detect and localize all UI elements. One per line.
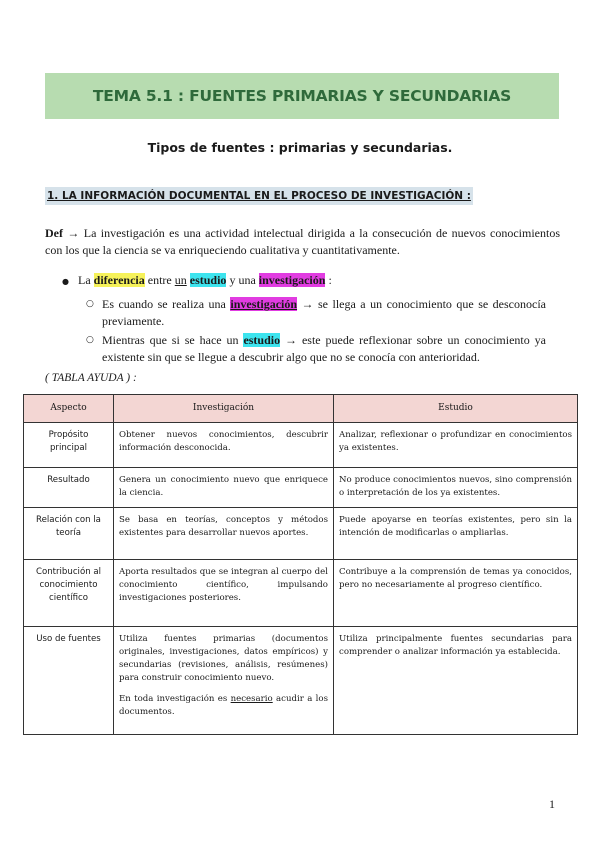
page-title: TEMA 5.1 : FUENTES PRIMARIAS Y SECUNDARIAS [92, 87, 512, 105]
circle-bullet-icon: ○ [86, 299, 94, 309]
table-row [24, 560, 578, 627]
circle-bullet-icon: ○ [86, 335, 94, 345]
highlight-estudio-2: estudio [243, 333, 281, 347]
subtitle: Tipos de fuentes : primarias y secundarias. [147, 140, 453, 155]
header-estudio: Estudio [334, 395, 578, 423]
investigacion-note [119, 693, 328, 719]
bullet-difference [62, 273, 332, 288]
bullet-dot-icon: ● [62, 277, 69, 286]
sub-bullet-text [102, 332, 546, 366]
sub2-post: → este puede reflexionar sobre un conocimiento ya existente sin que se llegue a descubrir algo que no se conocía con anterioridad. [102, 333, 546, 364]
table-row [24, 423, 578, 468]
table-row [24, 468, 578, 508]
title-banner [45, 73, 559, 119]
highlight-investigacion-2: investigación [230, 297, 298, 311]
sub-bullet-text [102, 296, 546, 330]
aspect-cell: Resultado [24, 468, 114, 508]
bullet-text-mid1: entre [144, 273, 175, 287]
header-investigacion: Investigación [114, 395, 334, 423]
sub2-pre: Mientras que si se hace un [102, 333, 244, 347]
page-number: 1 [549, 797, 555, 811]
table-row [24, 627, 578, 735]
highlight-diferencia: diferencia [93, 273, 145, 287]
aspect-cell: Propósito principal [24, 423, 114, 468]
underline-necesario: necesario [230, 694, 273, 704]
definition-paragraph [45, 225, 560, 259]
estudio-cell: Analizar, reflexionar o profundizar en conocimientos ya existentes. [334, 423, 578, 468]
sub-bullet-investigacion [86, 296, 546, 330]
section-heading: 1. LA INFORMACIÓN DOCUMENTAL EN EL PROCESO DE INVESTIGACIÓN : [45, 187, 473, 205]
sub1-pre: Es cuando se realiza una [102, 297, 231, 311]
note-post: acudir a los documentos. [119, 694, 329, 717]
header-aspecto: Aspecto [24, 395, 114, 423]
bullet-text-post: : [325, 273, 332, 287]
estudio-cell: Contribuye a la comprensión de temas ya conocidos, pero no necesariamente al progreso científico. [334, 560, 578, 627]
highlight-investigacion: investigación [258, 273, 326, 287]
investigacion-cell: Se basa en teorías, conceptos y métodos existentes para desarrollar nuevos aportes. [114, 508, 334, 560]
aspect-cell: Uso de fuentes [24, 627, 114, 735]
aspect-cell: Relación con la teoría [24, 508, 114, 560]
investigacion-cell: Obtener nuevos conocimientos, descubrir información desconocida. [114, 423, 334, 468]
estudio-cell: No produce conocimientos nuevos, sino comprensión o interpretación de los ya existentes. [334, 468, 578, 508]
definition-arrow: → [63, 226, 84, 240]
highlight-estudio: estudio [189, 273, 227, 287]
bullet-text-pre: La [78, 273, 94, 287]
investigacion-text: Utiliza fuentes primarias (documentos originales, investigaciones, datos empíricos) y secundarias (revisiones, análisis, resúmenes) para construir conocimiento nuevo. [119, 634, 328, 683]
definition-text: La investigación es una actividad intelectual dirigida a la consecución de nuevos conocimientos con los que la ciencia se va enriqueciendo cualitativa y cuantitativamente. [45, 226, 561, 257]
aspect-cell: Contribución al conocimiento científico [24, 560, 114, 627]
investigacion-cell: Aporta resultados que se integran al cuerpo del conocimiento científico, impulsando investigaciones posteriores. [114, 560, 334, 627]
comparison-table [23, 394, 578, 735]
estudio-cell: Puede apoyarse en teorías existentes, pero sin la intención de modificarlas o ampliarlas. [334, 508, 578, 560]
underline-un: un [174, 273, 187, 287]
table-header-row [24, 395, 578, 423]
sub-bullet-estudio [86, 332, 546, 366]
table-row [24, 508, 578, 560]
sub1-post: → se llega a un conocimiento que se desconocía previamente. [102, 297, 546, 328]
estudio-cell: Utiliza principalmente fuentes secundarias para comprender o analizar información ya establecida. [334, 627, 578, 735]
bullet-text-mid2: y una [226, 273, 259, 287]
tabla-ayuda-label: ( TABLA AYUDA ) : [45, 372, 137, 384]
note-pre: En toda investigación es [119, 694, 231, 704]
investigacion-cell: Genera un conocimiento nuevo que enriquece la ciencia. [114, 468, 334, 508]
investigacion-cell [114, 627, 334, 735]
definition-label: Def [45, 226, 63, 240]
